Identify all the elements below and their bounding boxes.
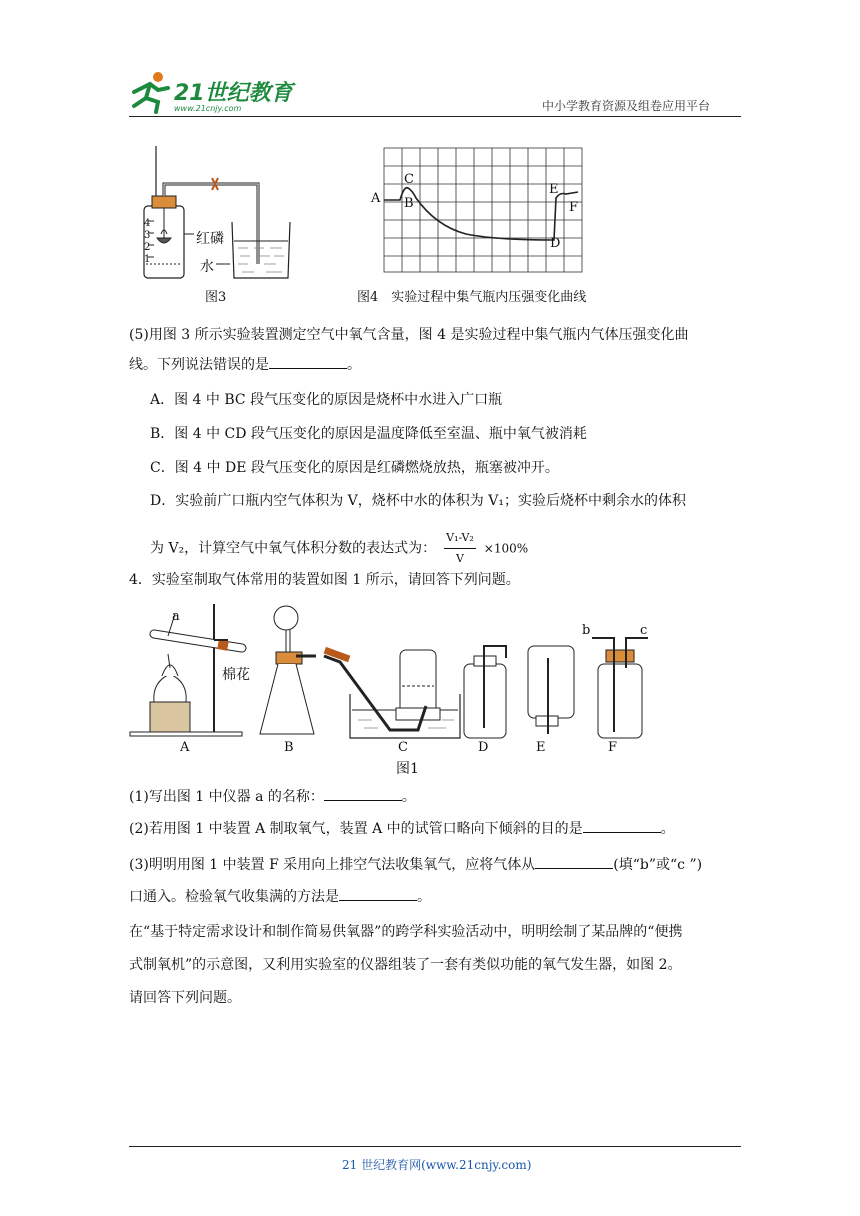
q5-option-d-line1: D．实验前广口瓶内空气体积为 V，烧杯中水的体积为 V₁；实验后烧杯中剩余水的体积 <box>150 493 686 509</box>
q4-sub2: (2)若用图 1 中装置 A 制取氧气，装置 A 中的试管口略向下倾斜的目的是 。 <box>129 818 675 839</box>
q4-para-line2: 式制氧机”的示意图，又利用实验室的仪器组装了一套有类似功能的氧气发生器，如图 2。 <box>129 957 682 973</box>
logo-text: 21世纪教育 <box>174 81 293 106</box>
footer-rule <box>129 1146 741 1147</box>
point-A: A <box>371 191 381 206</box>
q5-stem-line1: (5)用图 3 所示实验装置测定空气中氧气含量，图 4 是实验过程中集气瓶内气体压强变化曲 <box>129 327 689 343</box>
figure-3-apparatus <box>136 146 296 281</box>
apparatus-D <box>464 646 506 738</box>
fig1-label-D: D <box>478 740 489 755</box>
answer-blank-4[interactable] <box>339 886 417 901</box>
stopper <box>152 196 176 208</box>
runner-logo-icon <box>124 70 174 114</box>
fig1-label-F: F <box>608 740 618 755</box>
q4-sub3-line2: 口通入。检验氧气收集满的方法是 。 <box>129 886 431 907</box>
label-c: c <box>640 623 648 638</box>
fig1-label-C: C <box>398 740 408 755</box>
point-F: F <box>569 200 579 215</box>
figure-1-apparatus <box>128 598 668 748</box>
q4-para-line3: 请回答下列问题。 <box>129 990 241 1006</box>
apparatus-B <box>260 606 316 734</box>
q5-option-c: C．图 4 中 DE 段气压变化的原因是红磷燃烧放热，瓶塞被冲开。 <box>150 460 559 476</box>
fig1-caption: 图1 <box>396 761 419 777</box>
fig3-caption: 图3 <box>205 290 227 305</box>
q5-option-d-line2: 为 V₂，计算空气中氧气体积分数的表达式为： $\frac{\text{V₁-V₂}}{V}$ ×100% <box>150 528 528 569</box>
label-a: a <box>172 609 180 624</box>
point-B: B <box>404 196 414 211</box>
fig1-label-A: A <box>180 740 190 755</box>
label-b: b <box>582 623 591 638</box>
header-logo <box>124 70 294 116</box>
label-cotton: 棉花 <box>222 667 250 683</box>
fig3-scale: 4 3 2 1 <box>144 218 151 265</box>
footer-text: 21 世纪教育网(www.21cnjy.com) <box>342 1158 532 1172</box>
q5-option-a: A．图 4 中 BC 段气压变化的原因是烧杯中水进入广口瓶 <box>150 392 503 408</box>
point-D: D <box>550 236 561 251</box>
label-water: 水 <box>200 259 214 275</box>
header-rule <box>129 116 741 117</box>
platform-name: 中小学教育资源及组卷应用平台 <box>542 99 711 113</box>
apparatus-E <box>528 646 574 734</box>
q5-stem-line2: 线。下列说法错误的是 。 <box>129 354 361 375</box>
answer-blank[interactable] <box>269 354 347 369</box>
fig1-label-E: E <box>536 740 546 755</box>
q4-sub3-line1: (3)明明用图 1 中装置 F 采用向上排空气法收集氧气，应将气体从 (填“b”或“c ”) <box>129 854 702 875</box>
q5-option-b: B．图 4 中 CD 段气压变化的原因是温度降低至室温、瓶中氧气被消耗 <box>150 426 587 442</box>
answer-blank-3[interactable] <box>535 854 613 869</box>
beaker <box>232 222 290 278</box>
formula-fraction: $\frac{\text{V₁-V₂}}{V}$ <box>444 528 476 569</box>
apparatus-F <box>592 638 648 738</box>
label-phosphorus: 红磷 <box>196 231 224 247</box>
q4-para-line1: 在“基于特定需求设计和制作简易供氧器”的跨学科实验活动中，明明绘制了某品牌的“便携 <box>129 924 683 940</box>
apparatus-C <box>324 647 460 738</box>
point-C: C <box>404 172 414 187</box>
answer-blank-1[interactable] <box>324 786 402 801</box>
fig1-label-B: B <box>284 740 294 755</box>
fig4-caption: 图4 实验过程中集气瓶内压强变化曲线 <box>357 290 587 305</box>
point-E: E <box>549 182 559 197</box>
q4-stem: 4．实验室制取气体常用的装置如图 1 所示，请回答下列问题。 <box>129 572 520 588</box>
logo-url: www.21cnjy.com <box>174 104 242 113</box>
figure-4-pressure-curve <box>366 146 586 276</box>
answer-blank-2[interactable] <box>583 818 661 833</box>
q4-sub1: (1)写出图 1 中仪器 a 的名称： 。 <box>129 786 416 807</box>
